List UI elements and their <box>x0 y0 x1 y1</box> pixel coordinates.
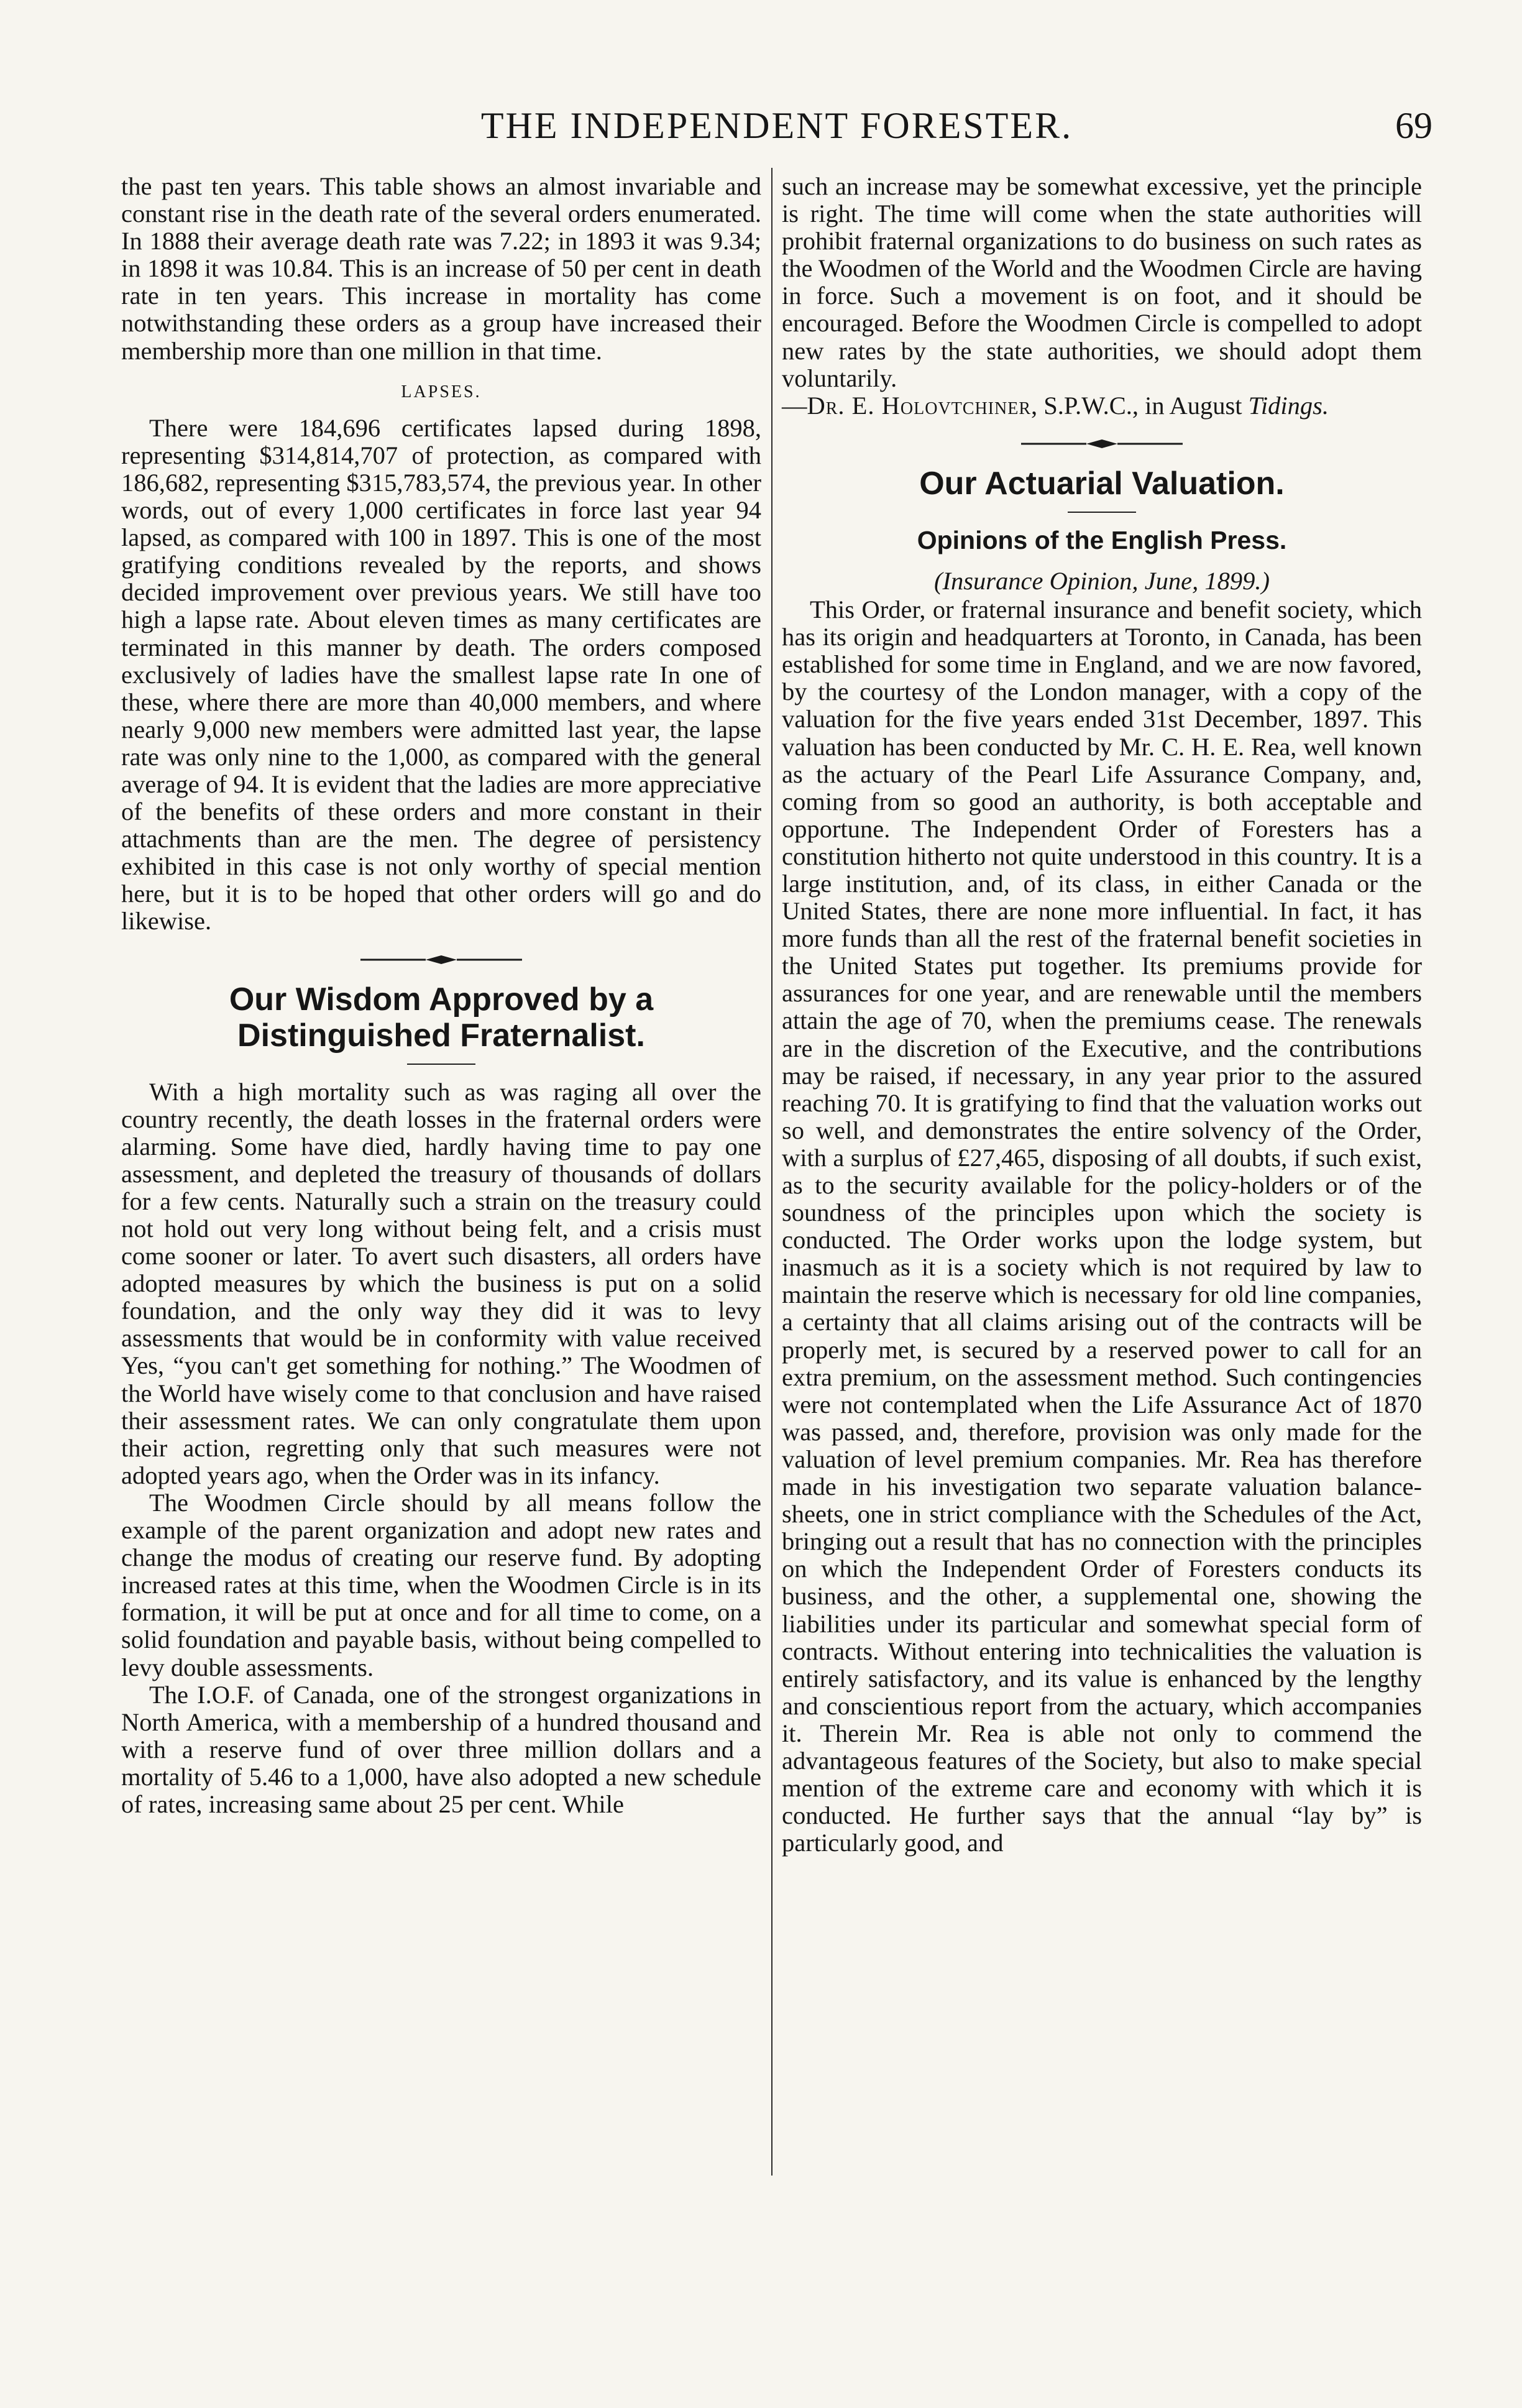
running-head <box>121 104 1433 160</box>
paragraph: The I.O.F. of Canada, one of the strongest organizations in North America, with a membership of a hundred thousand and with a reserve fund of over three million dollars and a mortality of 5.46 to a 1,000, have also adopted a new schedule of rates, increasing same about 25 per cent. While <box>121 1680 761 1818</box>
title-rule <box>407 1064 475 1065</box>
signature-source: Tidings. <box>1248 391 1329 420</box>
paragraph: The Woodmen Circle should by all means follow the example of the parent organization and adopt new rates and change the modus of creating our reserve fund. By adopting increased rates at this time, when the Woodmen Circle is in its formation, it will be put at once and for all time to come, on a solid foundation and payable basis, without being compelled to levy double assessments. <box>121 1488 761 1681</box>
column-rule <box>771 168 772 2176</box>
title-rule <box>1068 512 1136 513</box>
paragraph: This Order, or fraternal insurance and benefit society, which has its origin and headquarters at Toronto, in Canada, has been established for some time in England, and we are now favored, by the courtesy of the London manager, with a copy of the valuation for the five years ended 31st December, 1897. This valuation has been conducted by Mr. C. H. E. Rea, well known as the actuary of the Pearl Life Assurance Company, and, coming from so good an authority, is both acceptable and opportune. The Independent Order of Foresters has a constitution hitherto not quite understood in this country. It is a large institution, and, of its class, in either Canada or the United States, there are none more influential. In fact, it has more funds than all the rest of the fraternal benefit societies in the United States put together. Its premiums provide for assurances for one year, and are renewable until the members attain the age of 70, when the premiums cease. The renewals are in the discretion of the Executive, and the contributions may be raised, if necessary, in any year prior to the assured reaching 70. It is gratifying to find that the valuation works out so well, and demonstrates the entire solvency of the Order, with a surplus of £27,465, disposing of all doubts, if such exist, as to the security available for the policy-holders or of the soundness of the principles upon which the society is conducted. The Order works upon the lodge system, but inasmuch as it is a society which is not required by law to maintain the reserve which is necessary for old line companies, a certainty that all claims arising out of the contracts will be properly met, is secured by a reserved power to call for an extra premium, on the assessment method. Such contingencies were not contemplated when the Life Assurance Act of 1870 was passed, and, therefore, provision was only made for the valuation of level premium companies. Mr. Rea has therefore made in his investigation two separate valuation balance-sheets, one in strict compliance with the Schedules of the Act, bringing out a result that has no connection with the principles on which the Independent Order of Foresters conducts its business, and the other, a supplemental one, showing the liabilities under its particular and somewhat special form of contracts. Without entering into technicalities the valuation is entirely satisfactory, and its value is enhanced by the lengthy and conscientious report from the actuary, which accompanies it. Therein Mr. Rea is able not only to commend the advantageous features of the Society, but also to make special mention of the extreme care and economy with which it is conducted. He further says that the annual “lay by” is particularly good, and <box>782 595 1422 1857</box>
running-title: THE INDEPENDENT FORESTER. <box>480 105 1073 146</box>
signature-name: Dr. E. Holovtchiner <box>807 391 1032 420</box>
section-heading-lapses: LAPSES. <box>401 382 482 402</box>
article-subtitle: Opinions of the English Press. <box>917 525 1287 554</box>
left-column <box>121 173 761 1818</box>
article-title: Our Actuarial Valuation. <box>919 465 1285 502</box>
paragraph: With a high mortality such as was raging all over the country recently, the death losses in the fraternal orders were alarming. Some have died, hardly having time to pay one assessment, and depleted the treasury of thousands of dollars for a few cents. Naturally such a strain on the treasury could not hold out very long without being felt, and a crisis must come sooner or later. To avert such disasters, all orders have adopted measures by which the business is put on a solid foundation, and the only way they did it was to levy assessments that would be in conformity with value received Yes, “you can't get something for nothing.” The Woodmen of the World have wisely come to that conclusion and have raised their assessment rates. We can only congratulate them upon their action, regretting only that such measures were not adopted years ago, when the Order was in its infancy. <box>121 1077 761 1489</box>
page-number: 69 <box>1395 105 1433 146</box>
ornament-divider <box>360 954 522 965</box>
signature-prefix: — <box>782 391 807 420</box>
right-column <box>782 173 1422 1857</box>
source-line: (Insurance Opinion, June, 1899.) <box>934 566 1270 595</box>
signature-suffix: , S.P.W.C., in August <box>1031 391 1242 420</box>
ornament-divider <box>1021 438 1183 449</box>
paragraph: the past ten years. This table shows an almost invariable and constant rise in the death rate of the several orders enumerated. In 1888 their average death rate was 7.22; in 1893 it was 9.34; in 1898 it was 10.84. This is an increase of 50 per cent in death rate in ten years. This increase in mortality has come notwithstanding these orders as a group have increased their membership more than one million in that time. <box>121 172 761 365</box>
signature <box>782 392 1422 420</box>
paragraph: such an increase may be somewhat excessive, yet the principle is right. The time will come when the state authorities will prohibit fraternal organizations to do business on such rates as the Woodmen of the World and the Woodmen Circle are having in force. Such a movement is on foot, and it should be encouraged. Before the Woodmen Circle is compelled to adopt new rates by the state authorities, we should adopt them voluntarily. <box>782 172 1422 392</box>
article-title: Our Wisdom Approved by a Distinguished Fraternalist. <box>229 981 654 1054</box>
paragraph: There were 184,696 certificates lapsed during 1898, representing $314,814,707 of protection, as compared with 186,682, representing $315,783,574, the previous year. In other words, out of every 1,000 certificates in force last year 94 lapsed, as compared with 100 in 1897. This is one of the most gratifying conditions revealed by the reports, and shows decided improvement over previous years. We still have too high a lapse rate. About eleven times as many certificates are terminated in this manner by death. The orders composed exclusively of ladies have the smallest lapse rate In one of these, where there are more than 40,000 members, and where nearly 9,000 new members were admitted last year, the lapse rate was only nine to the 1,000, as compared with the general average of 94. It is evident that the ladies are more appreciative of the benefits of these orders and more constant in their attachments than are the men. The degree of persistency exhibited in this case is not only worthy of special mention here, but it is to be hoped that other orders will go and do likewise. <box>121 413 761 935</box>
